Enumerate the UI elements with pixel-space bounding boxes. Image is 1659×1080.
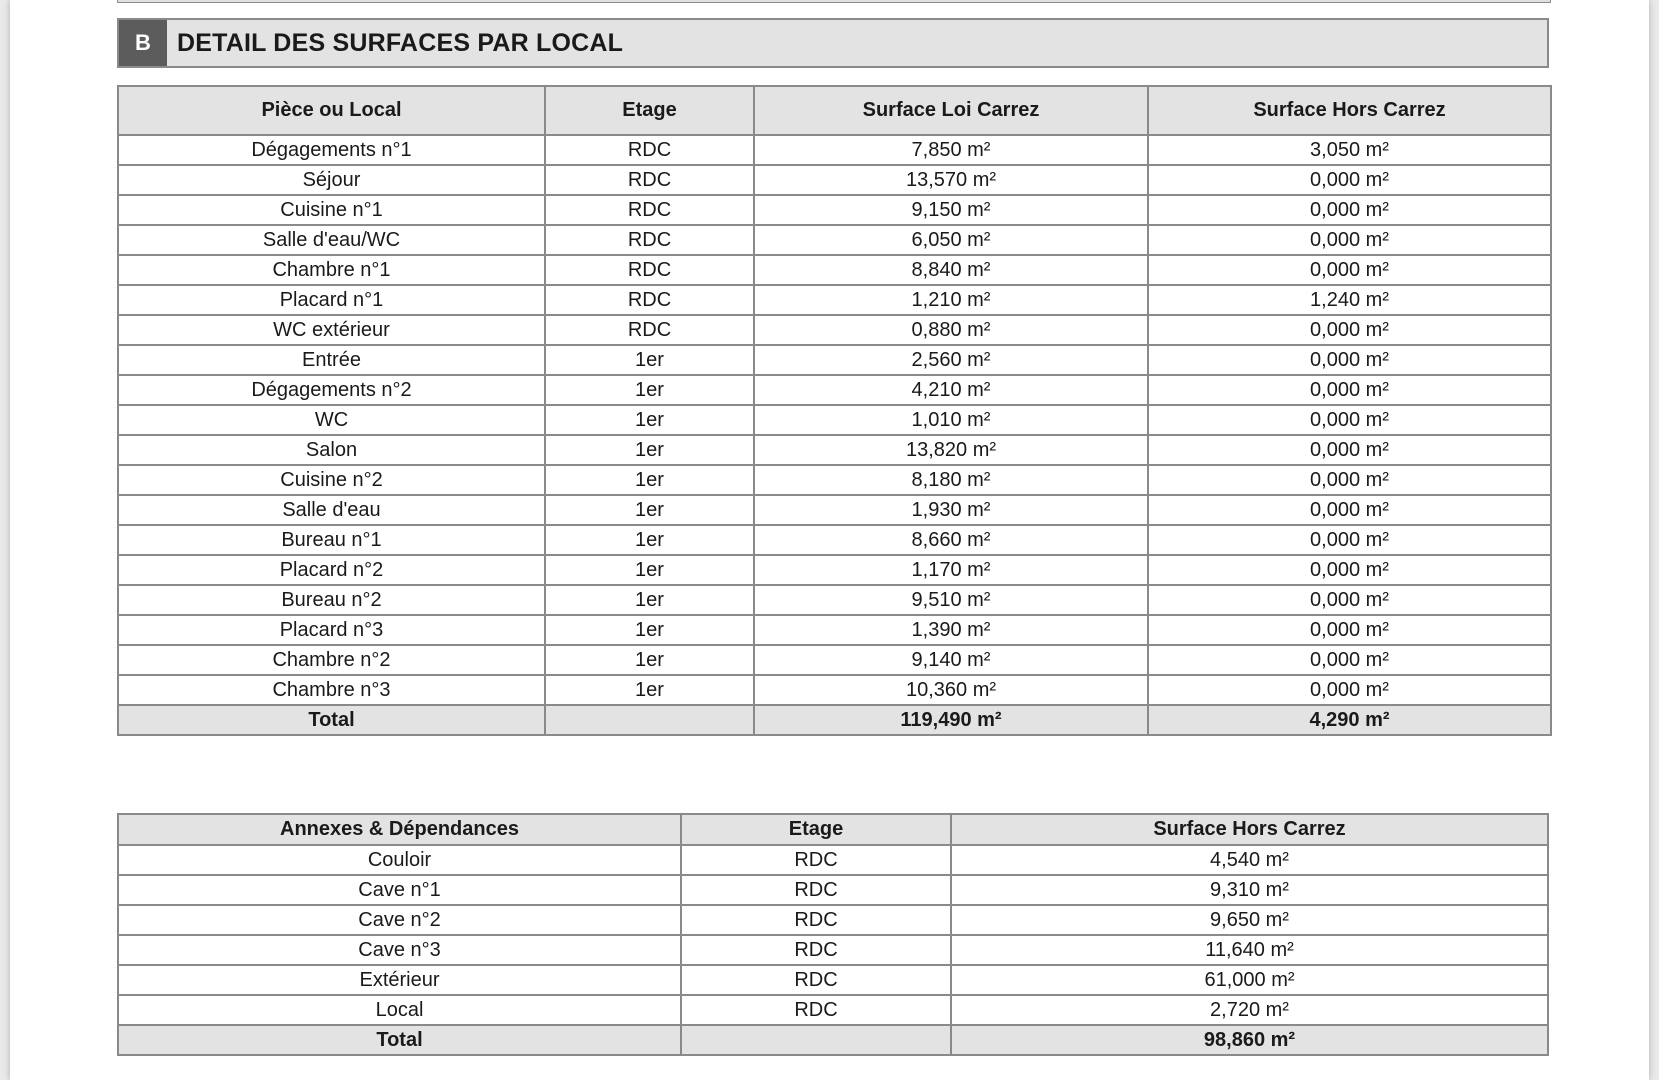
floor-cell: RDC [681, 995, 951, 1025]
room-name-cell: Dégagements n°2 [118, 375, 545, 405]
table-row [118, 555, 1551, 585]
table-row [118, 435, 1551, 465]
room-name-cell: Chambre n°1 [118, 255, 545, 285]
room-name-cell: Cuisine n°1 [118, 195, 545, 225]
table-row [118, 995, 1548, 1025]
room-name-cell: Séjour [118, 165, 545, 195]
carrez-surface-cell: 9,140 m² [754, 645, 1148, 675]
table-row [118, 645, 1551, 675]
table-row [118, 845, 1548, 875]
room-name-cell: WC extérieur [118, 315, 545, 345]
table-row [118, 965, 1548, 995]
room-name-cell: Bureau n°1 [118, 525, 545, 555]
floor-cell: RDC [681, 965, 951, 995]
floor-cell: 1er [545, 465, 754, 495]
room-name-cell: Placard n°1 [118, 285, 545, 315]
room-name-cell: Placard n°3 [118, 615, 545, 645]
non-carrez-surface-cell: 0,000 m² [1148, 645, 1551, 675]
room-name-cell: Bureau n°2 [118, 585, 545, 615]
document-page [10, 0, 1649, 1080]
non-carrez-surface-cell: 61,000 m² [951, 965, 1548, 995]
table-row [118, 255, 1551, 285]
table-row [118, 285, 1551, 315]
column-header-non-carrez-surface: Surface Hors Carrez [1148, 86, 1551, 135]
floor-cell: 1er [545, 345, 754, 375]
non-carrez-surface-cell: 11,640 m² [951, 935, 1548, 965]
non-carrez-surface-cell: 0,000 m² [1148, 255, 1551, 285]
floor-cell: 1er [545, 525, 754, 555]
table-row [118, 315, 1551, 345]
total-carrez-surface-cell: 119,490 m² [754, 705, 1148, 735]
floor-cell: RDC [545, 285, 754, 315]
annex-name-cell: Local [118, 995, 681, 1025]
floor-cell: RDC [681, 935, 951, 965]
non-carrez-surface-cell: 9,310 m² [951, 875, 1548, 905]
room-name-cell: Chambre n°3 [118, 675, 545, 705]
rooms-table-body [118, 135, 1551, 735]
floor-cell: 1er [545, 675, 754, 705]
rooms-surface-table [117, 85, 1552, 736]
total-label: Total [118, 705, 545, 735]
carrez-surface-cell: 2,560 m² [754, 345, 1148, 375]
table-row [118, 905, 1548, 935]
total-label: Total [118, 1025, 681, 1055]
non-carrez-surface-cell: 0,000 m² [1148, 555, 1551, 585]
section-header [117, 18, 1549, 68]
room-name-cell: Entrée [118, 345, 545, 375]
table-row [118, 585, 1551, 615]
non-carrez-surface-cell: 0,000 m² [1148, 195, 1551, 225]
carrez-surface-cell: 4,210 m² [754, 375, 1148, 405]
total-floor-cell [545, 705, 754, 735]
carrez-surface-cell: 10,360 m² [754, 675, 1148, 705]
table-header-row [118, 814, 1548, 845]
non-carrez-surface-cell: 0,000 m² [1148, 615, 1551, 645]
total-floor-cell [681, 1025, 951, 1055]
non-carrez-surface-cell: 0,000 m² [1148, 405, 1551, 435]
floor-cell: RDC [545, 315, 754, 345]
floor-cell: 1er [545, 405, 754, 435]
annex-name-cell: Couloir [118, 845, 681, 875]
carrez-surface-cell: 0,880 m² [754, 315, 1148, 345]
carrez-surface-cell: 9,150 m² [754, 195, 1148, 225]
floor-cell: RDC [681, 845, 951, 875]
floor-cell: RDC [545, 225, 754, 255]
carrez-surface-cell: 9,510 m² [754, 585, 1148, 615]
annexes-surface-table [117, 813, 1549, 1056]
floor-cell: 1er [545, 615, 754, 645]
carrez-surface-cell: 1,930 m² [754, 495, 1148, 525]
table-row [118, 405, 1551, 435]
total-non-carrez-surface-cell: 4,290 m² [1148, 705, 1551, 735]
column-header-floor: Etage [545, 86, 754, 135]
floor-cell: RDC [545, 135, 754, 165]
column-header-floor: Etage [681, 814, 951, 845]
total-row [118, 1025, 1548, 1055]
annex-name-cell: Cave n°1 [118, 875, 681, 905]
column-header-carrez-surface: Surface Loi Carrez [754, 86, 1148, 135]
carrez-surface-cell: 8,660 m² [754, 525, 1148, 555]
floor-cell: 1er [545, 435, 754, 465]
non-carrez-surface-cell: 1,240 m² [1148, 285, 1551, 315]
room-name-cell: Chambre n°2 [118, 645, 545, 675]
room-name-cell: Salon [118, 435, 545, 465]
room-name-cell: Salle d'eau [118, 495, 545, 525]
annex-table-body [118, 845, 1548, 1055]
table-row [118, 135, 1551, 165]
table-row [118, 675, 1551, 705]
carrez-surface-cell: 13,820 m² [754, 435, 1148, 465]
carrez-surface-cell: 8,180 m² [754, 465, 1148, 495]
floor-cell: 1er [545, 495, 754, 525]
table-header-row [118, 86, 1551, 135]
section-title: DETAIL DES SURFACES PAR LOCAL [177, 28, 624, 57]
previous-section-border [117, 0, 1551, 3]
floor-cell: 1er [545, 555, 754, 585]
table-row [118, 875, 1548, 905]
carrez-surface-cell: 1,170 m² [754, 555, 1148, 585]
floor-cell: 1er [545, 645, 754, 675]
carrez-surface-cell: 6,050 m² [754, 225, 1148, 255]
non-carrez-surface-cell: 0,000 m² [1148, 375, 1551, 405]
non-carrez-surface-cell: 0,000 m² [1148, 465, 1551, 495]
floor-cell: RDC [681, 905, 951, 935]
room-name-cell: WC [118, 405, 545, 435]
non-carrez-surface-cell: 0,000 m² [1148, 165, 1551, 195]
floor-cell: RDC [681, 875, 951, 905]
table-row [118, 375, 1551, 405]
annex-name-cell: Cave n°3 [118, 935, 681, 965]
room-name-cell: Salle d'eau/WC [118, 225, 545, 255]
column-header-non-carrez-surface: Surface Hors Carrez [951, 814, 1548, 845]
floor-cell: RDC [545, 255, 754, 285]
non-carrez-surface-cell: 2,720 m² [951, 995, 1548, 1025]
carrez-surface-cell: 1,390 m² [754, 615, 1148, 645]
room-name-cell: Dégagements n°1 [118, 135, 545, 165]
non-carrez-surface-cell: 0,000 m² [1148, 225, 1551, 255]
table-row [118, 465, 1551, 495]
total-non-carrez-surface-cell: 98,860 m² [951, 1025, 1548, 1055]
column-header-annex: Annexes & Dépendances [118, 814, 681, 845]
non-carrez-surface-cell: 0,000 m² [1148, 345, 1551, 375]
table-row [118, 615, 1551, 645]
carrez-surface-cell: 8,840 m² [754, 255, 1148, 285]
room-name-cell: Placard n°2 [118, 555, 545, 585]
column-header-room: Pièce ou Local [118, 86, 545, 135]
carrez-surface-cell: 1,210 m² [754, 285, 1148, 315]
table-row [118, 525, 1551, 555]
non-carrez-surface-cell: 0,000 m² [1148, 585, 1551, 615]
table-row [118, 495, 1551, 525]
table-row [118, 225, 1551, 255]
section-letter-badge: B [119, 20, 167, 66]
non-carrez-surface-cell: 0,000 m² [1148, 525, 1551, 555]
room-name-cell: Cuisine n°2 [118, 465, 545, 495]
floor-cell: 1er [545, 375, 754, 405]
table-row [118, 195, 1551, 225]
total-row [118, 705, 1551, 735]
non-carrez-surface-cell: 9,650 m² [951, 905, 1548, 935]
non-carrez-surface-cell: 4,540 m² [951, 845, 1548, 875]
table-row [118, 345, 1551, 375]
non-carrez-surface-cell: 3,050 m² [1148, 135, 1551, 165]
non-carrez-surface-cell: 0,000 m² [1148, 315, 1551, 345]
carrez-surface-cell: 1,010 m² [754, 405, 1148, 435]
non-carrez-surface-cell: 0,000 m² [1148, 495, 1551, 525]
carrez-surface-cell: 7,850 m² [754, 135, 1148, 165]
carrez-surface-cell: 13,570 m² [754, 165, 1148, 195]
annex-name-cell: Cave n°2 [118, 905, 681, 935]
table-row [118, 935, 1548, 965]
non-carrez-surface-cell: 0,000 m² [1148, 675, 1551, 705]
annex-name-cell: Extérieur [118, 965, 681, 995]
non-carrez-surface-cell: 0,000 m² [1148, 435, 1551, 465]
floor-cell: 1er [545, 585, 754, 615]
table-row [118, 165, 1551, 195]
floor-cell: RDC [545, 195, 754, 225]
floor-cell: RDC [545, 165, 754, 195]
